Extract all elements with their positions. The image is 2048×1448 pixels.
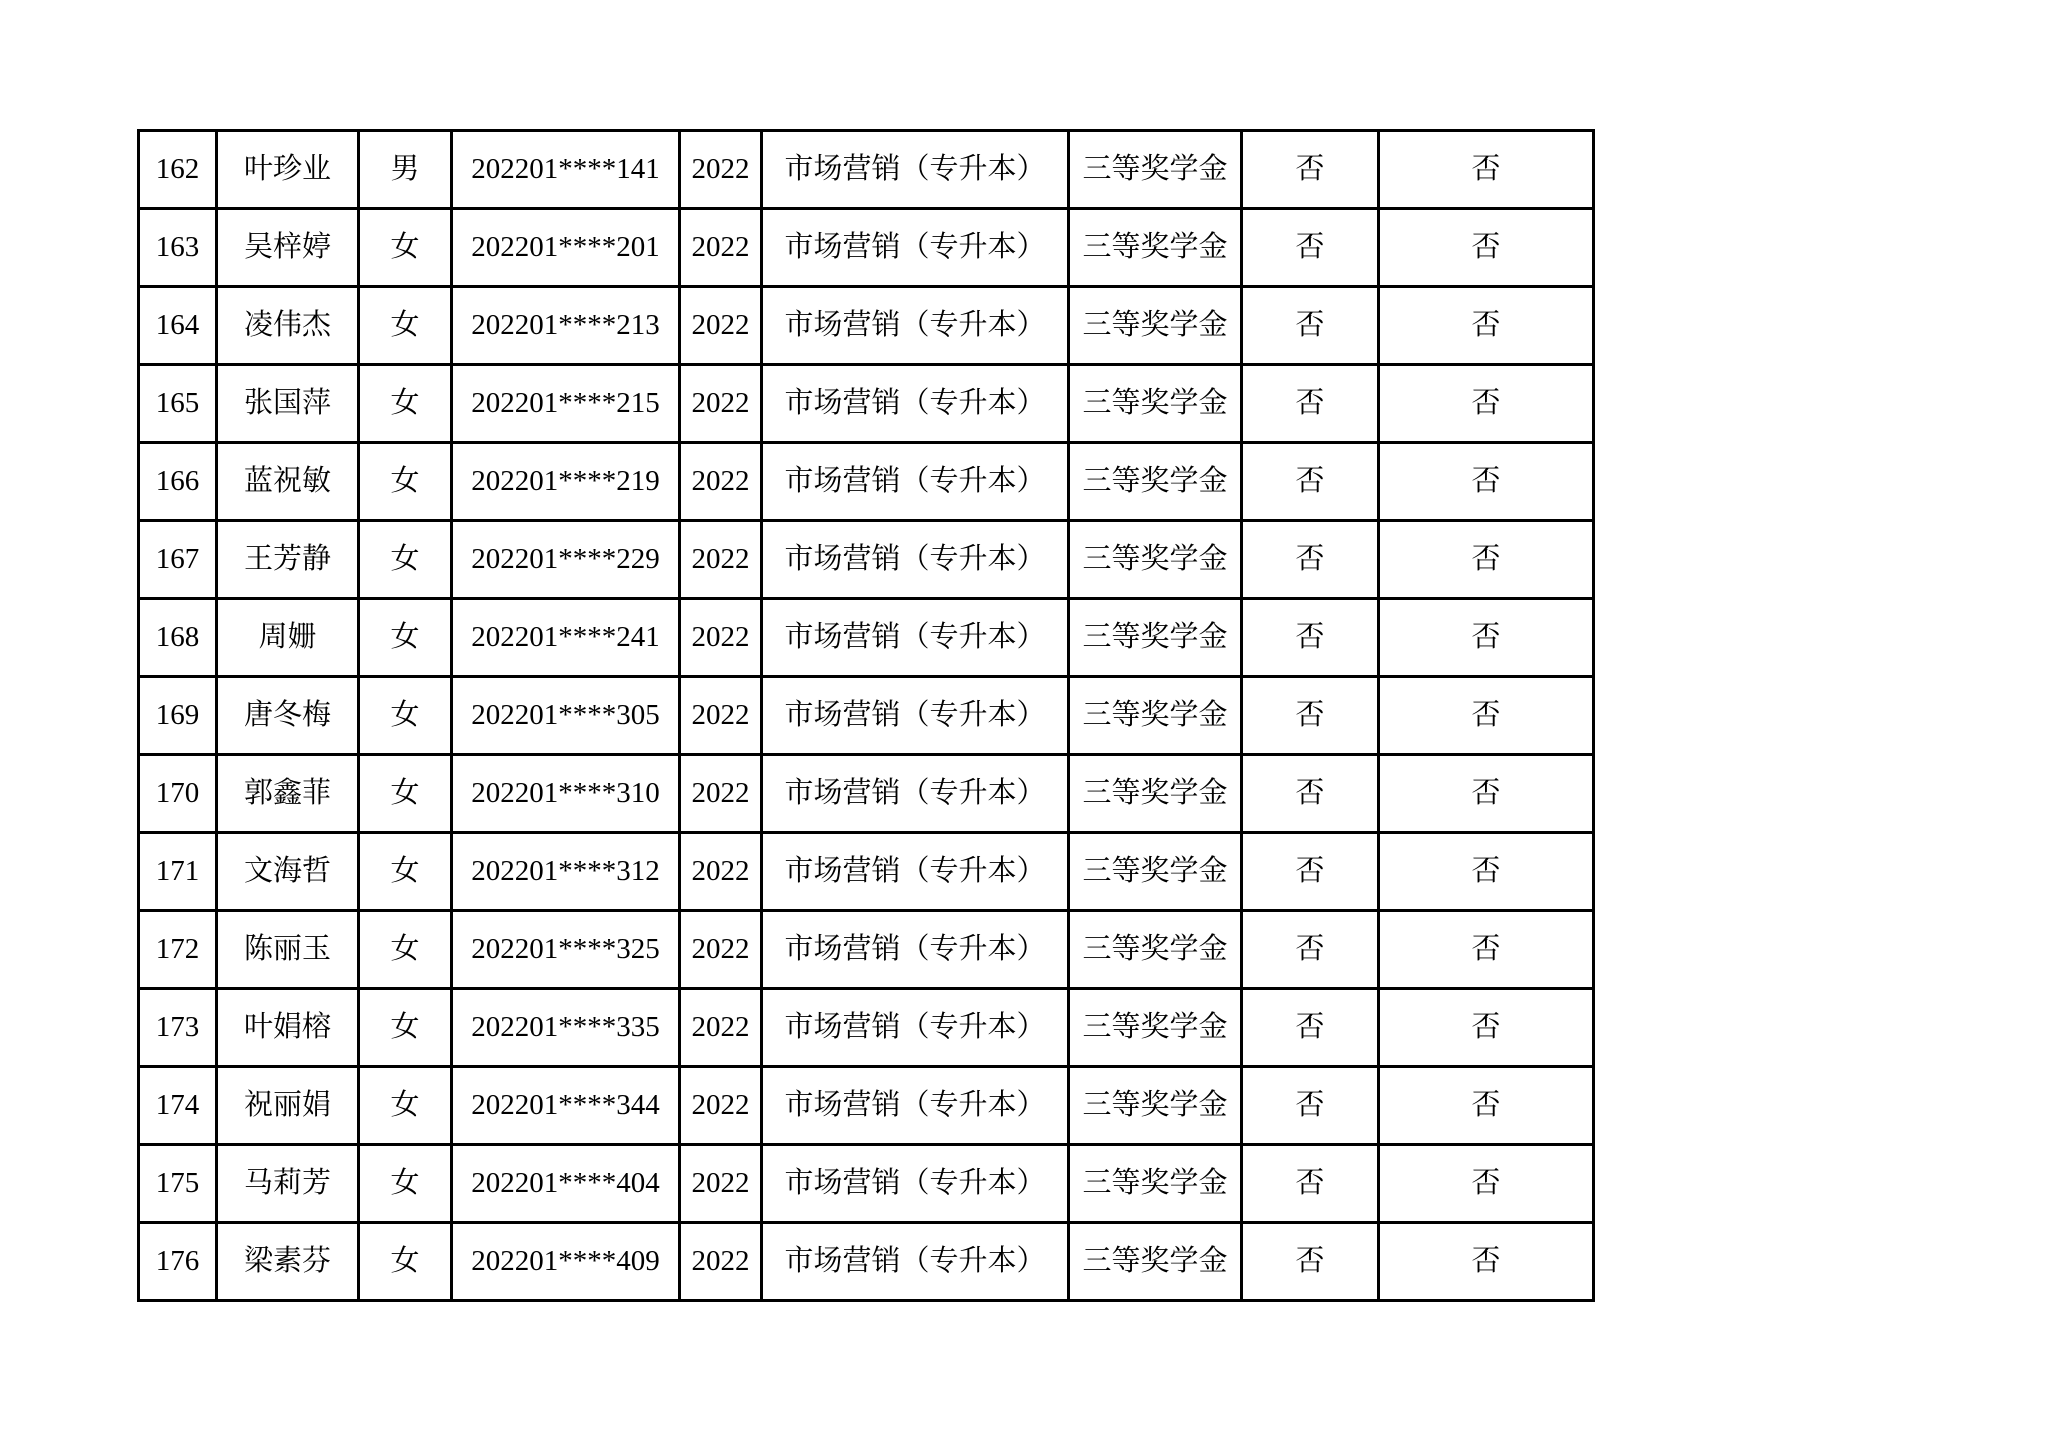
cell-flag-1: 否 — [1242, 443, 1379, 521]
cell-major: 市场营销（专升本） — [762, 677, 1069, 755]
cell-gender: 女 — [359, 599, 452, 677]
cell-flag-1: 否 — [1242, 365, 1379, 443]
cell-flag-1: 否 — [1242, 1067, 1379, 1145]
cell-scholarship-level: 三等奖学金 — [1069, 131, 1242, 209]
cell-gender: 女 — [359, 833, 452, 911]
cell-major: 市场营销（专升本） — [762, 989, 1069, 1067]
cell-major: 市场营销（专升本） — [762, 1067, 1069, 1145]
cell-row-number: 175 — [139, 1145, 217, 1223]
table-row — [139, 833, 1594, 911]
cell-student-name: 周姗 — [217, 599, 359, 677]
cell-scholarship-level: 三等奖学金 — [1069, 1145, 1242, 1223]
table-row — [139, 1067, 1594, 1145]
cell-major: 市场营销（专升本） — [762, 365, 1069, 443]
cell-flag-2: 否 — [1379, 365, 1594, 443]
cell-flag-2: 否 — [1379, 755, 1594, 833]
cell-flag-1: 否 — [1242, 209, 1379, 287]
cell-student-id: 202201****404 — [452, 1145, 680, 1223]
cell-major: 市场营销（专升本） — [762, 1223, 1069, 1301]
cell-row-number: 172 — [139, 911, 217, 989]
cell-flag-2: 否 — [1379, 1145, 1594, 1223]
cell-flag-1: 否 — [1242, 521, 1379, 599]
cell-gender: 女 — [359, 1067, 452, 1145]
table-body — [139, 131, 1594, 1301]
cell-gender: 女 — [359, 521, 452, 599]
cell-scholarship-level: 三等奖学金 — [1069, 365, 1242, 443]
cell-major: 市场营销（专升本） — [762, 833, 1069, 911]
cell-enrollment-year: 2022 — [680, 599, 762, 677]
cell-gender: 女 — [359, 677, 452, 755]
cell-flag-2: 否 — [1379, 677, 1594, 755]
cell-scholarship-level: 三等奖学金 — [1069, 755, 1242, 833]
cell-student-name: 郭鑫菲 — [217, 755, 359, 833]
cell-gender: 女 — [359, 1145, 452, 1223]
cell-major: 市场营销（专升本） — [762, 209, 1069, 287]
table-row — [139, 755, 1594, 833]
cell-row-number: 165 — [139, 365, 217, 443]
table-row — [139, 287, 1594, 365]
cell-student-id: 202201****335 — [452, 989, 680, 1067]
cell-student-id: 202201****241 — [452, 599, 680, 677]
cell-gender: 男 — [359, 131, 452, 209]
cell-row-number: 174 — [139, 1067, 217, 1145]
cell-enrollment-year: 2022 — [680, 989, 762, 1067]
cell-enrollment-year: 2022 — [680, 443, 762, 521]
cell-enrollment-year: 2022 — [680, 677, 762, 755]
cell-student-id: 202201****325 — [452, 911, 680, 989]
cell-flag-2: 否 — [1379, 209, 1594, 287]
cell-flag-1: 否 — [1242, 287, 1379, 365]
table-row — [139, 443, 1594, 521]
cell-student-name: 叶娟榕 — [217, 989, 359, 1067]
cell-student-id: 202201****141 — [452, 131, 680, 209]
cell-scholarship-level: 三等奖学金 — [1069, 1223, 1242, 1301]
cell-student-name: 蓝祝敏 — [217, 443, 359, 521]
cell-row-number: 163 — [139, 209, 217, 287]
cell-enrollment-year: 2022 — [680, 911, 762, 989]
cell-major: 市场营销（专升本） — [762, 443, 1069, 521]
scholarship-table — [137, 129, 1595, 1302]
cell-enrollment-year: 2022 — [680, 1067, 762, 1145]
cell-row-number: 171 — [139, 833, 217, 911]
cell-student-name: 王芳静 — [217, 521, 359, 599]
cell-flag-1: 否 — [1242, 1145, 1379, 1223]
cell-row-number: 166 — [139, 443, 217, 521]
cell-gender: 女 — [359, 1223, 452, 1301]
cell-enrollment-year: 2022 — [680, 365, 762, 443]
cell-student-name: 马莉芳 — [217, 1145, 359, 1223]
cell-flag-2: 否 — [1379, 599, 1594, 677]
cell-student-id: 202201****201 — [452, 209, 680, 287]
cell-student-name: 陈丽玉 — [217, 911, 359, 989]
cell-student-name: 张国萍 — [217, 365, 359, 443]
cell-gender: 女 — [359, 443, 452, 521]
cell-student-name: 祝丽娟 — [217, 1067, 359, 1145]
cell-student-name: 梁素芬 — [217, 1223, 359, 1301]
cell-enrollment-year: 2022 — [680, 1145, 762, 1223]
cell-student-id: 202201****219 — [452, 443, 680, 521]
table-row — [139, 365, 1594, 443]
cell-flag-1: 否 — [1242, 1223, 1379, 1301]
cell-major: 市场营销（专升本） — [762, 521, 1069, 599]
cell-student-id: 202201****215 — [452, 365, 680, 443]
cell-student-id: 202201****310 — [452, 755, 680, 833]
cell-row-number: 167 — [139, 521, 217, 599]
cell-row-number: 169 — [139, 677, 217, 755]
cell-scholarship-level: 三等奖学金 — [1069, 599, 1242, 677]
cell-flag-2: 否 — [1379, 911, 1594, 989]
cell-enrollment-year: 2022 — [680, 1223, 762, 1301]
cell-scholarship-level: 三等奖学金 — [1069, 287, 1242, 365]
cell-student-id: 202201****229 — [452, 521, 680, 599]
cell-flag-1: 否 — [1242, 911, 1379, 989]
cell-flag-1: 否 — [1242, 755, 1379, 833]
cell-student-name: 叶珍业 — [217, 131, 359, 209]
cell-scholarship-level: 三等奖学金 — [1069, 989, 1242, 1067]
cell-flag-2: 否 — [1379, 287, 1594, 365]
cell-major: 市场营销（专升本） — [762, 599, 1069, 677]
cell-gender: 女 — [359, 287, 452, 365]
cell-flag-2: 否 — [1379, 521, 1594, 599]
cell-row-number: 173 — [139, 989, 217, 1067]
cell-flag-2: 否 — [1379, 131, 1594, 209]
cell-flag-1: 否 — [1242, 833, 1379, 911]
cell-scholarship-level: 三等奖学金 — [1069, 833, 1242, 911]
cell-enrollment-year: 2022 — [680, 131, 762, 209]
cell-flag-2: 否 — [1379, 443, 1594, 521]
cell-enrollment-year: 2022 — [680, 755, 762, 833]
table-row — [139, 599, 1594, 677]
cell-student-id: 202201****312 — [452, 833, 680, 911]
cell-flag-1: 否 — [1242, 599, 1379, 677]
cell-student-id: 202201****213 — [452, 287, 680, 365]
cell-enrollment-year: 2022 — [680, 209, 762, 287]
cell-flag-2: 否 — [1379, 833, 1594, 911]
table-row — [139, 521, 1594, 599]
cell-row-number: 162 — [139, 131, 217, 209]
cell-scholarship-level: 三等奖学金 — [1069, 521, 1242, 599]
cell-scholarship-level: 三等奖学金 — [1069, 677, 1242, 755]
table-row — [139, 1223, 1594, 1301]
cell-student-name: 文海哲 — [217, 833, 359, 911]
cell-major: 市场营销（专升本） — [762, 755, 1069, 833]
cell-flag-1: 否 — [1242, 989, 1379, 1067]
cell-gender: 女 — [359, 209, 452, 287]
cell-student-name: 吴梓婷 — [217, 209, 359, 287]
cell-student-name: 唐冬梅 — [217, 677, 359, 755]
table-row — [139, 989, 1594, 1067]
cell-row-number: 164 — [139, 287, 217, 365]
cell-scholarship-level: 三等奖学金 — [1069, 443, 1242, 521]
cell-row-number: 168 — [139, 599, 217, 677]
table-row — [139, 911, 1594, 989]
cell-student-id: 202201****305 — [452, 677, 680, 755]
cell-student-name: 凌伟杰 — [217, 287, 359, 365]
cell-enrollment-year: 2022 — [680, 287, 762, 365]
cell-student-id: 202201****409 — [452, 1223, 680, 1301]
cell-flag-2: 否 — [1379, 1067, 1594, 1145]
cell-flag-2: 否 — [1379, 1223, 1594, 1301]
cell-major: 市场营销（专升本） — [762, 1145, 1069, 1223]
table-row — [139, 1145, 1594, 1223]
cell-scholarship-level: 三等奖学金 — [1069, 911, 1242, 989]
cell-row-number: 170 — [139, 755, 217, 833]
cell-row-number: 176 — [139, 1223, 217, 1301]
cell-gender: 女 — [359, 911, 452, 989]
cell-scholarship-level: 三等奖学金 — [1069, 1067, 1242, 1145]
cell-gender: 女 — [359, 365, 452, 443]
cell-enrollment-year: 2022 — [680, 521, 762, 599]
cell-student-id: 202201****344 — [452, 1067, 680, 1145]
cell-major: 市场营销（专升本） — [762, 131, 1069, 209]
cell-flag-1: 否 — [1242, 677, 1379, 755]
table-row — [139, 209, 1594, 287]
cell-flag-2: 否 — [1379, 989, 1594, 1067]
cell-major: 市场营销（专升本） — [762, 911, 1069, 989]
table-row — [139, 677, 1594, 755]
cell-flag-1: 否 — [1242, 131, 1379, 209]
cell-scholarship-level: 三等奖学金 — [1069, 209, 1242, 287]
cell-enrollment-year: 2022 — [680, 833, 762, 911]
table-row — [139, 131, 1594, 209]
cell-major: 市场营销（专升本） — [762, 287, 1069, 365]
cell-gender: 女 — [359, 755, 452, 833]
cell-gender: 女 — [359, 989, 452, 1067]
